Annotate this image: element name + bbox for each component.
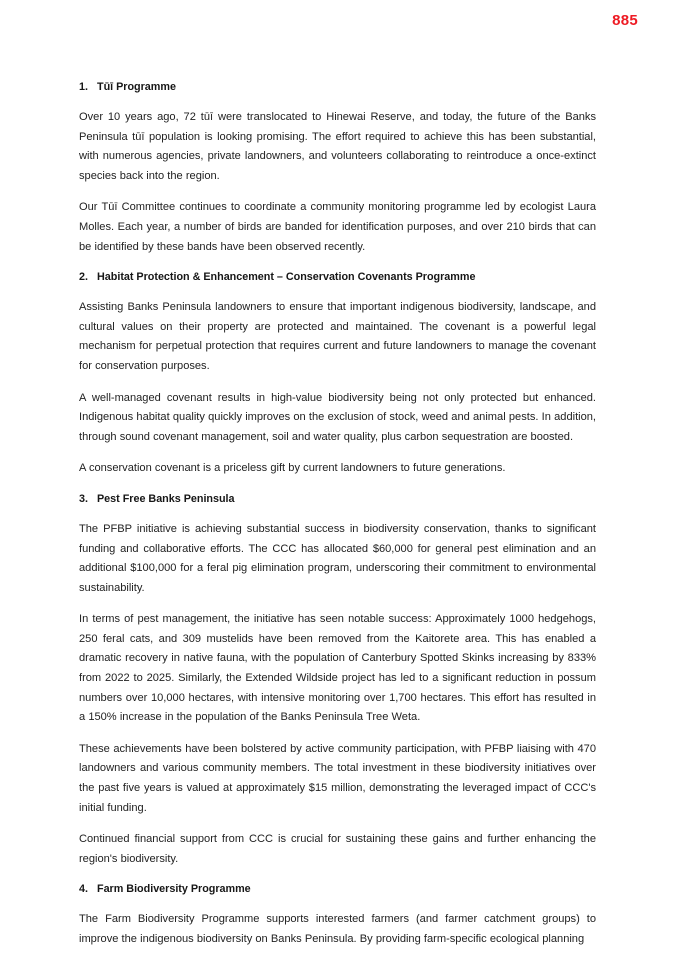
section-title-3: Pest Free Banks Peninsula (97, 492, 235, 505)
section-number-3: 3. (79, 492, 88, 505)
section-title-2: Habitat Protection & Enhancement – Conservation Covenants Programme (97, 271, 476, 284)
paragraph: In terms of pest management, the initiative has seen notable success: Approximately 1000 hedgehogs, 250 feral cats, and 309 mustelids have been removed from the Kaitorete area. This has enabled a dramatic recovery in native fauna, with the population of Canterbury Spotted Skinks increasing by 833% from 2022 to 2025. Similarly, the Extended Wildside project has led to a significant reduction in possum numbers over 10,000 hectares, with intensive monitoring over 1,700 hectares. This effort has resulted in a 150% increase in the population of the Banks Peninsula Tree Weta. (79, 613, 596, 724)
section-heading-3 (79, 492, 596, 507)
paragraph: These achievements have been bolstered by active community participation, with PFBP liaising with 470 landowners and various community members. The total investment in these biodiversity initiatives over the past five years is valued at approximately $15 million, demonstrating the leveraged impact of CCC's initial funding. (79, 742, 596, 814)
paragraph: The Farm Biodiversity Programme supports interested farmers (and farmer catchment groups) to improve the indigenous biodiversity on Banks Peninsula. By providing farm-specific ecological planning (79, 913, 596, 945)
paragraph: The PFBP initiative is achieving substantial success in biodiversity conservation, thanks to significant funding and collaborative efforts. The CCC has allocated $60,000 for general pest elimination and an additional $100,000 for a feral pig elimination program, underscoring their commitment to environmental sustainability. (79, 522, 596, 594)
paragraph: Over 10 years ago, 72 tūī were translocated to Hinewai Reserve, and today, the future of the Banks Peninsula tūī population is looking promising. The effort required to achieve this has been substantial, with numerous agencies, private landowners, and volunteers collaborating to reintroduce a once-extinct species back into the region. (79, 111, 596, 182)
section-number-2: 2. (79, 271, 88, 284)
paragraph: Our Tūī Committee continues to coordinate a community monitoring programme led by ecologist Laura Molles. Each year, a number of birds are banded for identification purposes, and over 210 birds that can be identified by these bands have been observed recently. (79, 201, 596, 253)
paragraph: A conservation covenant is a priceless gift by current landowners to future generations. (79, 462, 506, 475)
paragraph: A well-managed covenant results in high-value biodiversity being not only protected but enhanced. Indigenous habitat quality quickly improves on the exclusion of stock, weed and animal pests. In addition, through sound covenant management, soil and water quality, plus carbon sequestration are boosted. (79, 391, 596, 443)
paragraph: Continued financial support from CCC is crucial for sustaining these gains and further enhancing the region's biodiversity. (79, 833, 596, 865)
paragraph: Assisting Banks Peninsula landowners to ensure that important indigenous biodiversity, landscape, and cultural values on their property are protected and maintained. The covenant is a powerful legal mechanism for perpetual protection that requires current and future landowners to manage the covenant for conservation purposes. (79, 301, 596, 372)
page-number: 885 (612, 12, 638, 29)
section-heading-1 (79, 80, 596, 95)
section-title-4: Farm Biodiversity Programme (97, 883, 251, 896)
section-heading-4 (79, 882, 596, 897)
section-number-1: 1. (79, 81, 88, 93)
section-title-1: Tūī Programme (97, 81, 176, 93)
section-number-4: 4. (79, 883, 88, 896)
section-heading-2 (79, 270, 596, 285)
document-body (79, 80, 596, 950)
